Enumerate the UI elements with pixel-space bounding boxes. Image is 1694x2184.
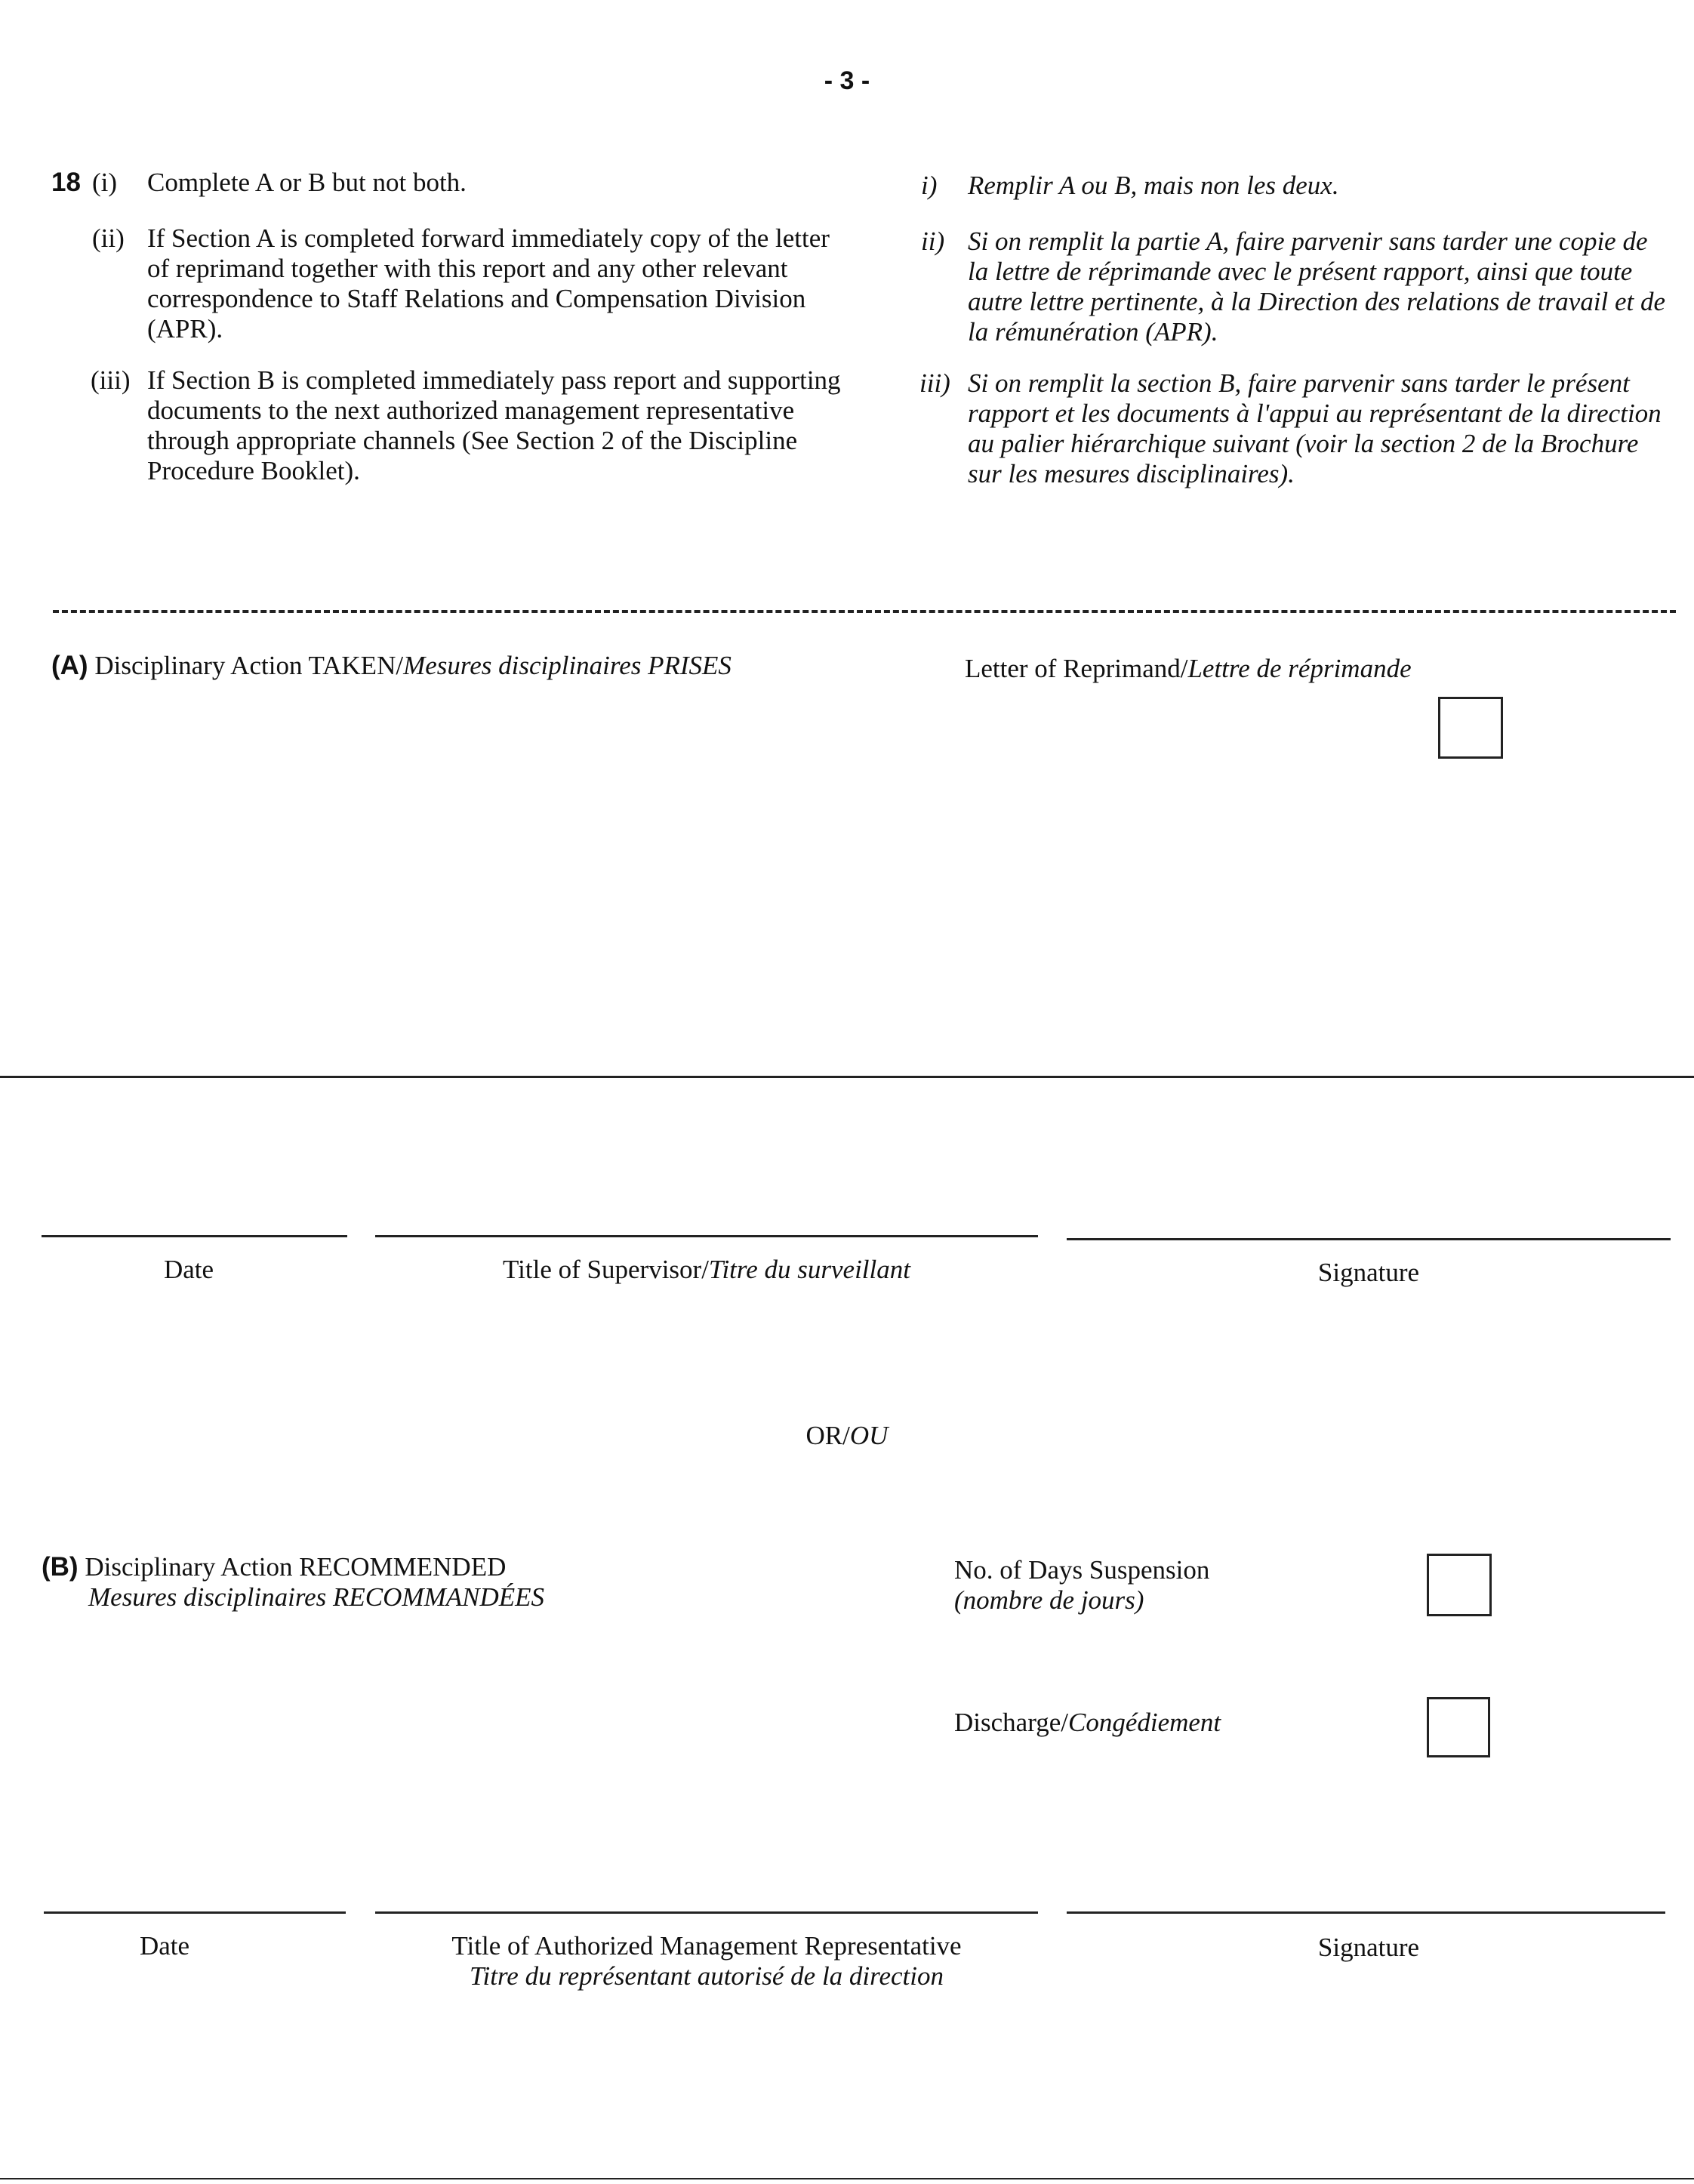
section-b-title-fr: Titre du représentant autorisé de la direction — [469, 1961, 944, 1991]
section-a-title-line[interactable] — [375, 1235, 1038, 1237]
page-number: - 3 - — [824, 66, 870, 95]
instruction-fr-3-marker: iii) — [919, 368, 950, 398]
section-a-letter: (A) — [51, 651, 88, 680]
section-a-heading-en: Disciplinary Action TAKEN/ — [94, 651, 404, 680]
suspension-label-fr: (nombre de jours) — [954, 1585, 1144, 1615]
section-a-title-en: Title of Supervisor/ — [503, 1255, 709, 1284]
instruction-en-2: If Section A is completed forward immediately copy of the letter of reprimand together with this report and any other relevant correspondence to Staff Relations and Compensation Division (APR). — [147, 223, 830, 343]
section-b-date-label: Date — [139, 1931, 190, 1961]
letter-of-reprimand-checkbox[interactable] — [1438, 697, 1503, 759]
instruction-en-3-marker: (iii) — [91, 365, 131, 395]
dashed-separator — [53, 610, 1676, 613]
bottom-divider — [0, 2178, 1694, 2179]
section-b-heading-fr: Mesures disciplinaires RECOMMANDÉES — [88, 1582, 544, 1612]
section-b-title-en: Title of Authorized Management Representative — [451, 1931, 962, 1961]
section-a-date-line[interactable] — [42, 1235, 347, 1237]
discharge-checkbox[interactable] — [1427, 1697, 1490, 1757]
letter-of-reprimand-label — [965, 654, 1412, 684]
instruction-fr-2-marker: ii) — [921, 226, 945, 256]
reprimand-label-en: Letter of Reprimand/ — [965, 654, 1188, 683]
section-a-divider — [0, 1076, 1694, 1078]
section-a-signature-label: Signature — [1317, 1258, 1420, 1287]
section-b-signature-line[interactable] — [1067, 1911, 1665, 1914]
instruction-en-2-marker: (ii) — [92, 223, 125, 253]
section-a-date-label: Date — [163, 1255, 214, 1284]
discharge-label-en: Discharge/ — [954, 1708, 1068, 1737]
instruction-en-1-marker: (i) — [92, 168, 118, 197]
instruction-fr-1: Remplir A ou B, mais non les deux. — [968, 171, 1339, 200]
or-en: OR/ — [805, 1421, 850, 1450]
suspension-label — [954, 1555, 1209, 1616]
instruction-en-1: Complete A or B but not both. — [147, 168, 467, 197]
section-b-title-label — [375, 1931, 1038, 1991]
discharge-label — [954, 1708, 1221, 1738]
or-fr: OU — [849, 1421, 889, 1450]
instruction-fr-2: Si on remplit la partie A, faire parvenir sans tarder une copie de la lettre de réprimande avec le présent rapport, ainsi que toute autre lettre pertinente, à la Direction des relations de travail et de la rémunération (APR). — [968, 226, 1666, 347]
section-b-letter: (B) — [42, 1552, 79, 1582]
section-b-title-line[interactable] — [375, 1911, 1038, 1914]
section-a-title-fr: Titre du surveillant — [708, 1255, 910, 1284]
instruction-fr-3: Si on remplit la section B, faire parvenir sans tarder le présent rapport et les documents à l'appui au représentant de la direction au palier hiérarchique suivant (voir la section 2 de la Brochure sur les mesures disciplinaires). — [968, 368, 1662, 488]
discharge-label-fr: Congédiement — [1067, 1708, 1221, 1737]
section-a-title-label — [375, 1255, 1038, 1285]
section-b-heading — [42, 1552, 544, 1613]
or-separator — [0, 1421, 1694, 1451]
suspension-label-en: No. of Days Suspension — [954, 1555, 1210, 1585]
days-suspension-input[interactable] — [1427, 1554, 1492, 1616]
section-a-signature-line[interactable] — [1067, 1238, 1671, 1240]
section-b-heading-en: Disciplinary Action RECOMMENDED — [85, 1552, 507, 1582]
section-a-heading — [51, 651, 732, 681]
section-a-heading-fr: Mesures disciplinaires PRISES — [403, 651, 732, 680]
section-b-signature-label: Signature — [1317, 1933, 1420, 1962]
instruction-fr-1-marker: i) — [921, 171, 938, 200]
item-number: 18 — [51, 168, 81, 197]
reprimand-label-fr: Lettre de réprimande — [1187, 654, 1412, 683]
section-b-date-line[interactable] — [44, 1911, 346, 1914]
instruction-en-3: If Section B is completed immediately pass report and supporting documents to the next authorized management representative through appropriate channels (See Section 2 of the Discipline Procedure Booklet). — [147, 365, 841, 485]
